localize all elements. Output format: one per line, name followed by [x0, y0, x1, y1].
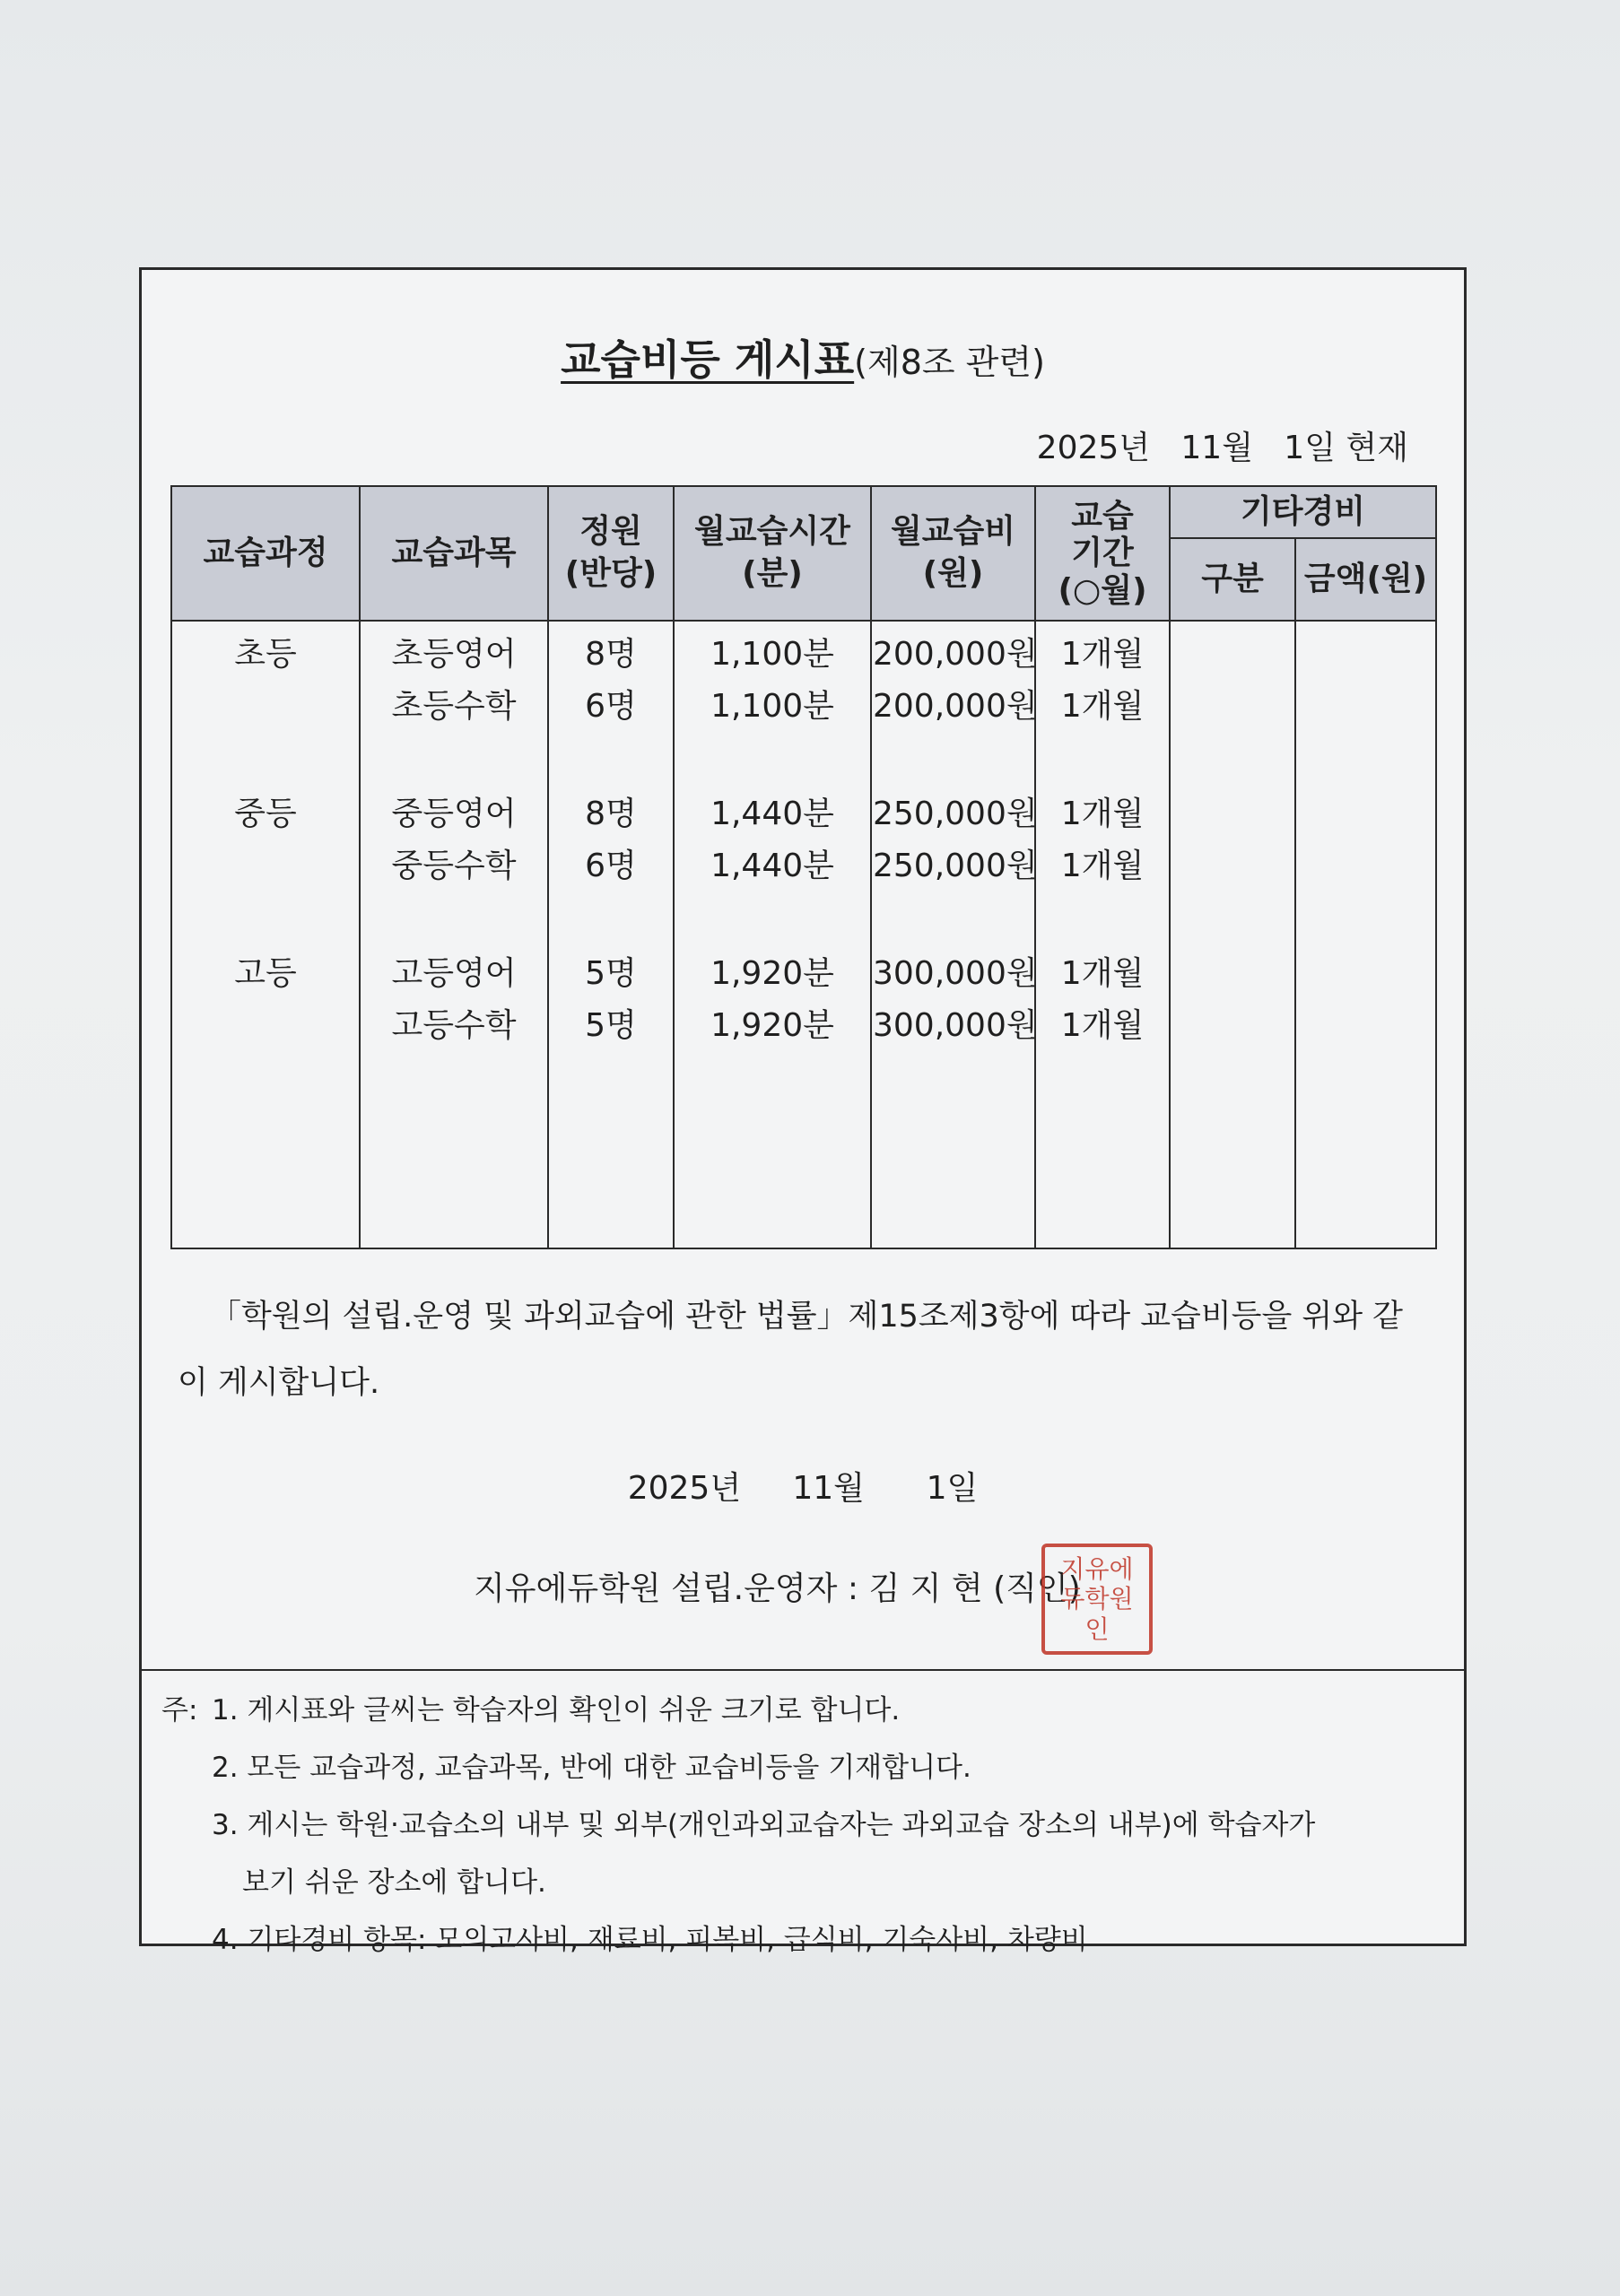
period-cell: 1개월	[1060, 688, 1145, 725]
column-other-amount	[1295, 621, 1436, 1248]
column-other-type	[1170, 621, 1295, 1248]
hours-cell: 1,440분	[710, 796, 834, 832]
column-course	[171, 621, 360, 1248]
title-main: 교습비등 게시표	[561, 335, 855, 384]
header-course	[171, 486, 360, 621]
subject-cell: 고등수학	[391, 1007, 517, 1044]
notes-divider	[142, 1669, 1464, 1671]
period-cell: 1개월	[1060, 636, 1145, 673]
fee-cell: 250,000원	[873, 848, 1038, 884]
fee-notice-sheet	[139, 267, 1467, 1956]
column-monthly-hours	[674, 621, 871, 1248]
course-cell: 중등	[234, 796, 297, 832]
hours-cell: 1,440분	[710, 848, 834, 884]
header-other-amount: 금액(원)	[1295, 538, 1436, 621]
fee-table	[170, 485, 1437, 1249]
column-monthly-fee	[871, 621, 1038, 1248]
header-monthly-fee: 월교습비 (원)	[871, 486, 1035, 621]
issue-date: 2025년 11월 1일	[627, 1470, 979, 1507]
subject-cell: 초등영어	[391, 636, 517, 673]
period-cell: 1개월	[1060, 848, 1145, 884]
note-item: 4. 기타경비 항목: 모의고사비, 재료비, 피복비, 급식비, 기숙사비, 차량비	[212, 1924, 1088, 1956]
header-capacity: 정원 (반당)	[548, 486, 674, 621]
hours-cell: 1,920분	[710, 1007, 834, 1044]
capacity-cell: 5명	[585, 955, 637, 992]
note-item: 3. 게시는 학원·교습소의 내부 및 외부(개인과외교습자는 과외교습 장소의 내부)에 학습자가	[212, 1809, 1316, 1841]
fee-cell: 200,000원	[873, 636, 1038, 673]
notes-label: 주:	[161, 1694, 198, 1726]
note-item-continued: 보기 쉬운 장소에 합니다.	[242, 1866, 546, 1899]
capacity-cell: 8명	[585, 796, 637, 832]
notes-section	[161, 1682, 1315, 1969]
column-period	[1035, 621, 1170, 1248]
course-cell: 초등	[234, 636, 297, 673]
period-cell: 1개월	[1060, 796, 1145, 832]
hours-cell: 1,920분	[710, 955, 834, 992]
hours-cell: 1,100분	[710, 636, 834, 673]
header-monthly-hours: 월교습시간 (분)	[674, 486, 871, 621]
period-cell: 1개월	[1060, 955, 1145, 992]
fee-cell: 250,000원	[873, 796, 1038, 832]
as-of-date: 2025년 11월 1일 현재	[1036, 430, 1408, 466]
subject-cell: 고등영어	[391, 955, 517, 992]
period-cell: 1개월	[1060, 1007, 1145, 1044]
course-cell: 고등	[234, 955, 297, 992]
title-sub: (제8조 관련)	[854, 343, 1045, 382]
note-item: 2. 모든 교습과정, 교습과목, 반에 대한 교습비등을 기재합니다.	[212, 1752, 971, 1784]
fee-cell: 300,000원	[873, 1007, 1038, 1044]
capacity-cell: 6명	[585, 848, 637, 884]
header-other-type: 구분	[1170, 538, 1295, 621]
subject-cell: 중등수학	[391, 848, 517, 884]
subject-cell: 중등영어	[391, 796, 517, 832]
signer-line: 지유에듀학원 설립.운영자 : 김 지 현 (직인)	[474, 1570, 1081, 1607]
column-subject	[360, 621, 548, 1248]
official-seal-stamp: 지유에듀학원인	[1041, 1544, 1153, 1655]
header-course-text: 교습과정	[203, 534, 328, 571]
header-subject-text: 교습과목	[391, 534, 517, 571]
column-capacity	[548, 621, 674, 1248]
subject-cell: 초등수학	[391, 688, 517, 725]
header-period: 교습 기간 (○월)	[1035, 486, 1170, 621]
notice-text: 「학원의 설립.운영 및 과외교습에 관한 법률」제15조제3항에 따라 교습비등을 위와 같이 게시합니다.	[178, 1299, 1403, 1401]
capacity-cell: 6명	[585, 688, 637, 725]
capacity-cell: 8명	[585, 636, 637, 673]
fee-cell: 200,000원	[873, 688, 1038, 725]
document-title	[142, 327, 1464, 387]
header-other-costs: 기타경비	[1170, 486, 1436, 538]
hours-cell: 1,100분	[710, 688, 834, 725]
note-item: 1. 게시표와 글씨는 학습자의 확인이 쉬운 크기로 합니다.	[212, 1694, 901, 1726]
capacity-cell: 5명	[585, 1007, 637, 1044]
header-subject	[360, 486, 548, 621]
fee-cell: 300,000원	[873, 955, 1038, 992]
